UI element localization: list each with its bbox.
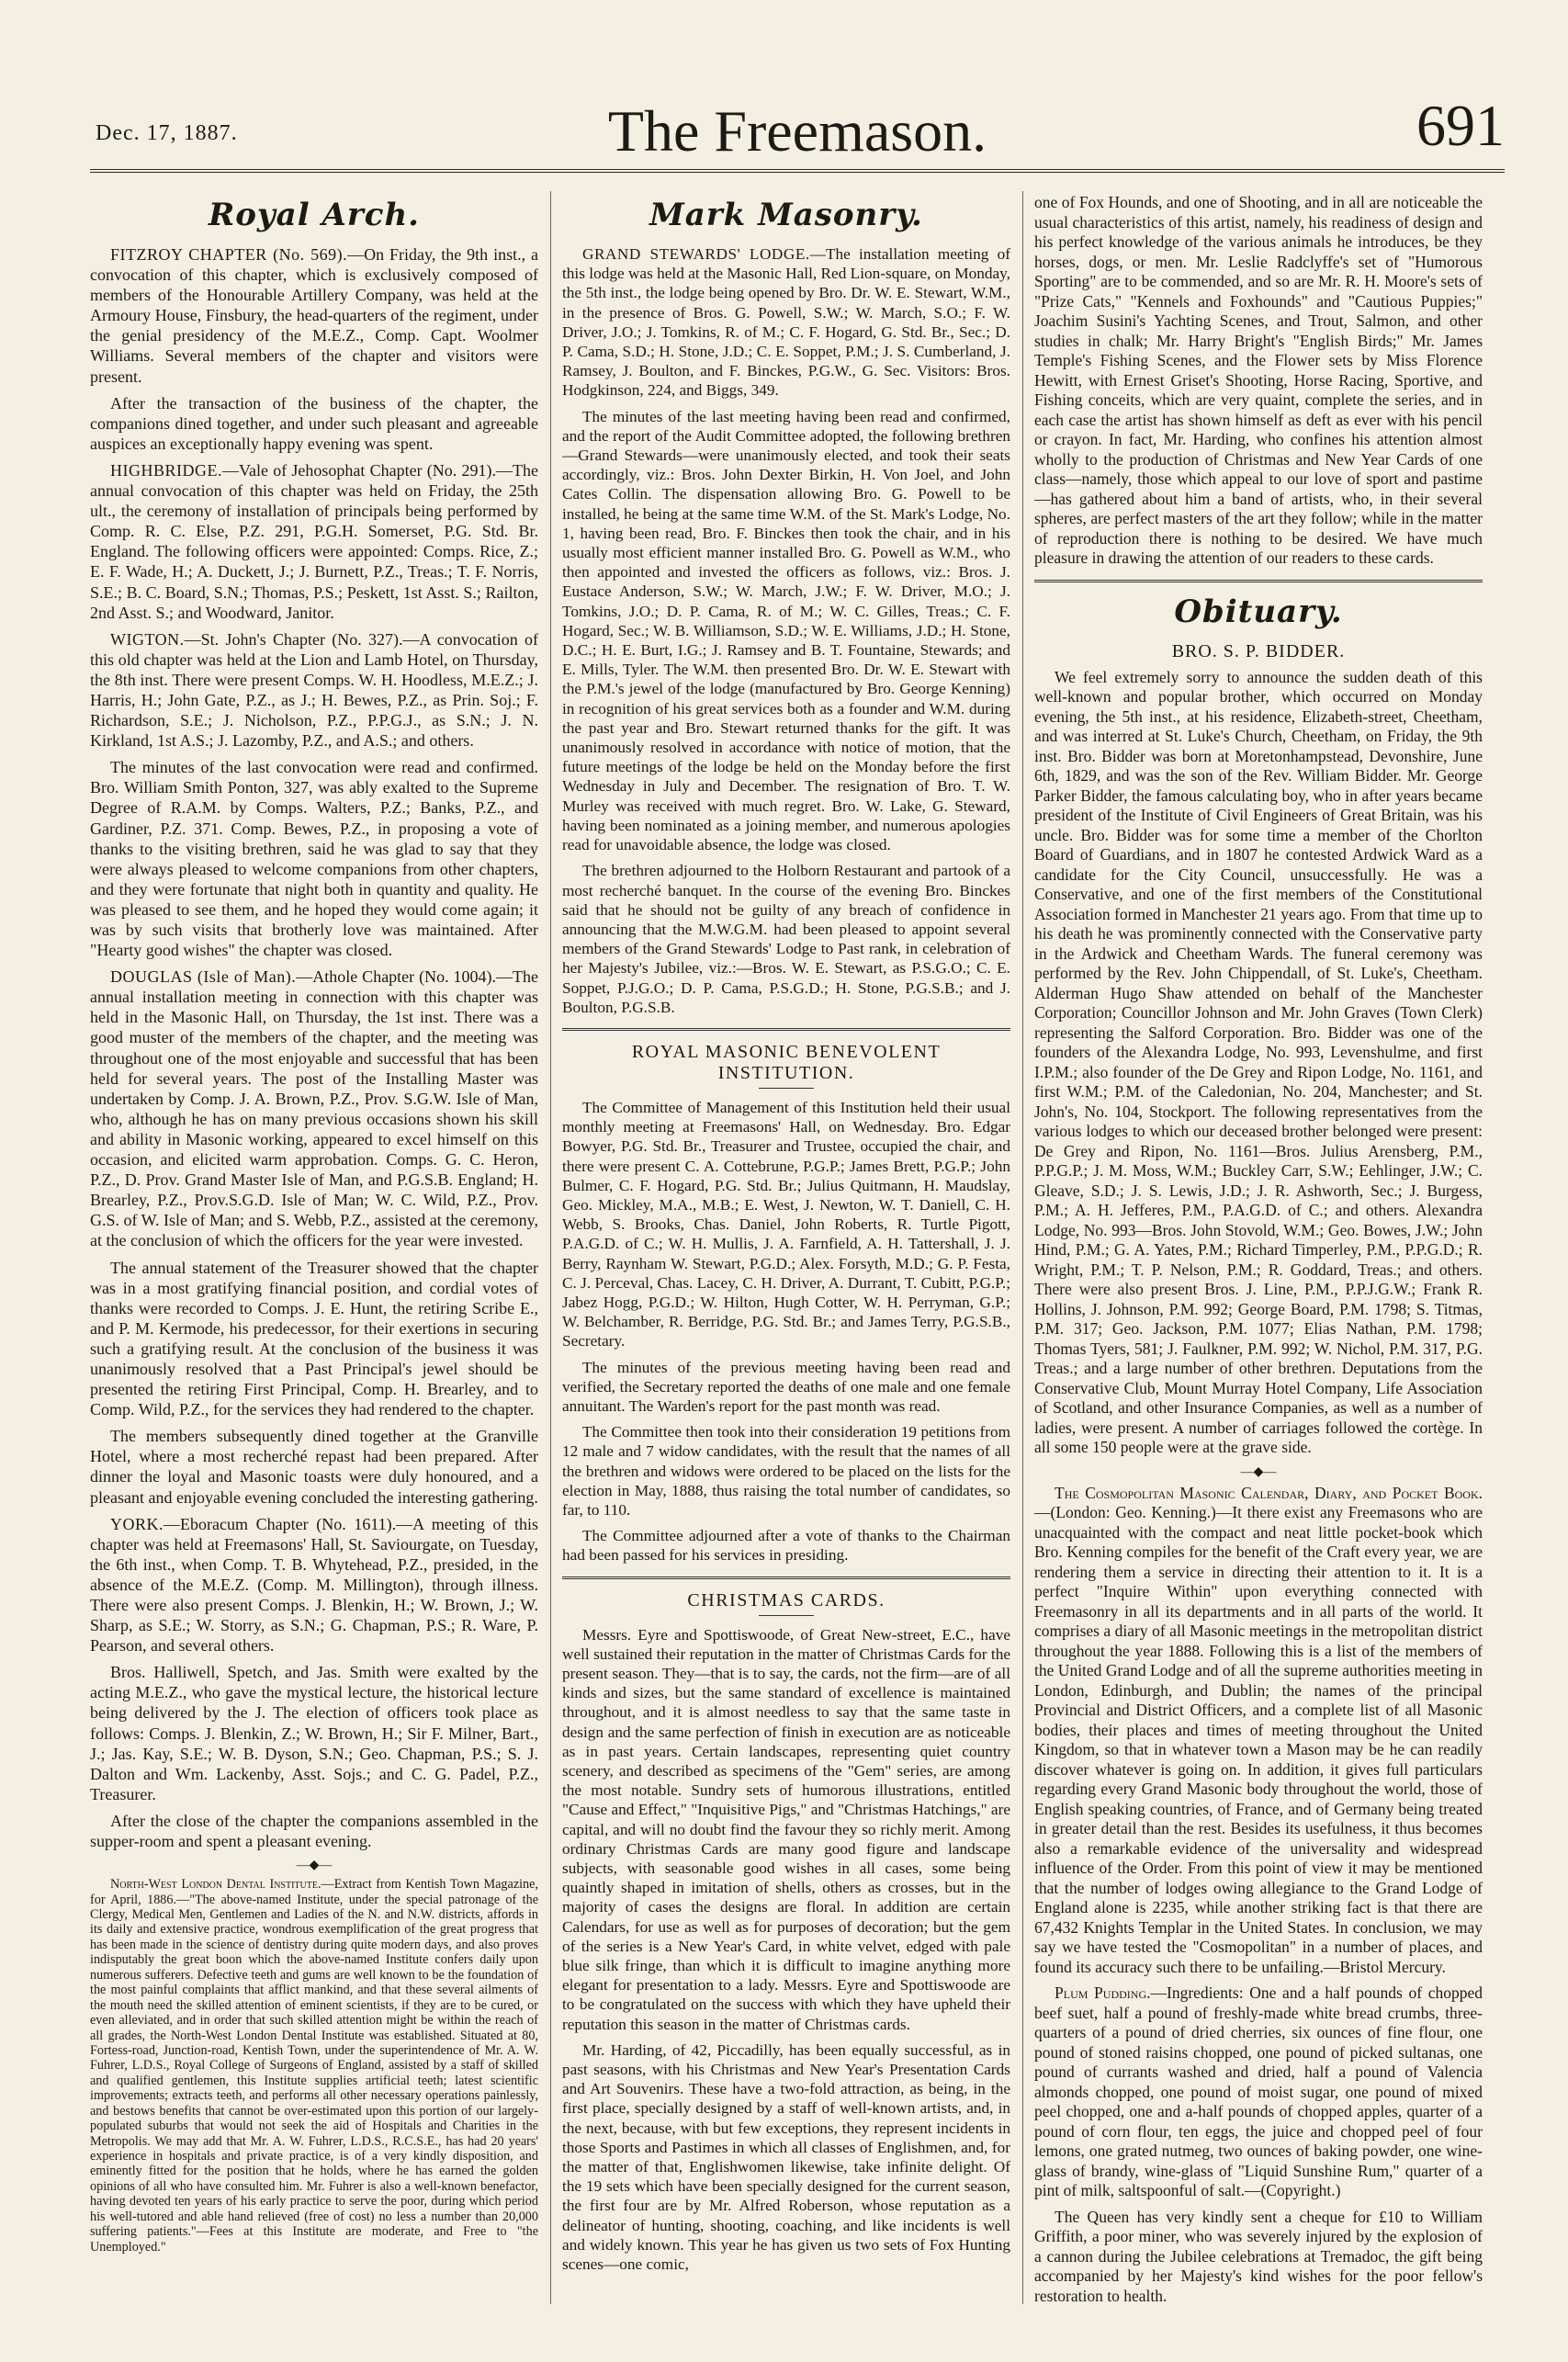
section-rule [562, 1577, 1010, 1579]
plum-pudding-paragraph [1034, 1983, 1483, 2201]
douglas-paragraph-3: The members subsequently dined together at the Granville Hotel, where a most recherché repast had been prepared. After dinner the loyal and Masonic toasts were duly honoured, and a pleasant and enjoyable evening concluded the interesting gathering. [90, 1427, 538, 1507]
royal-arch-heading: Royal Arch. [208, 197, 421, 233]
obituary-subheading: BRO. S. P. BIDDER. [1171, 640, 1346, 661]
plum-pudding-text: —Ingredients: One and a half pounds of chopped beef suet, half a pound of freshly-made white bread crumbs, three-quarters of a pound of dried cherries, six ounces of fine flour, one pound of stoned raisins chopped, one pound of picked sultanas, one pound of currants washed and dried, half a pound of Valencia almonds chopped, one pound of moist sugar, one pound of mixed peel chopped, one and a-half pounds of chopped apples, quarter of a pound of corn flour, ten eggs, the juice and chopped peel of four lemons, one grated nutmeg, two ounces of baking powder, one wine-glass of brandy, wine-glass of "Liquid Sunshine Rum," quarter of a pint of milk, saltspoonful of salt.—(Copyright.) [1034, 1983, 1483, 2199]
wigton-lead: WIGTON. [110, 629, 185, 649]
section-divider: —◆— [1240, 1464, 1277, 1479]
wigton-text: —St. John's Chapter (No. 327).—A convocation of this old chapter was held at the Lion and Lamb Hotel, on Thursday, the 8th inst. There were present Comps. W. H. Hoodless, M.E.Z.; J. Harris, H.; John Gate, P.Z., as J.; H. Bewes, P.Z., as Prin. Soj.; F. Richardson, S.E.; J. Nicholson, P.Z., P.P.G.J., as S.N.; J. N. Kirkland, 1st A.S.; J. Lazomby, P.Z., and A.S.; and others. [90, 629, 538, 751]
grand-stewards-paragraph [562, 244, 1010, 401]
fitzroy-chapter-paragraph [90, 244, 538, 387]
highbridge-paragraph [90, 460, 538, 623]
christmas-cards-paragraph-2: Mr. Harding, of 42, Piccadilly, has been equally successful, as in past seasons, with his Christmas and New Year's Presentation Cards and Art Souvenirs. These have a two-fold attraction, as being, in the first place, specially designed by a staff of well-known artists, and, in the next, because, with but few exceptions, they represent incidents in those Sports and Pastimes in which all classes of Englishmen, and, for the matter of that, Englishwomen likewise, take infinite delight. Of the 19 sets which have been specially designed for the current season, the first four are by Mr. Alfred Roberson, whose reputation as a delineator of hunting, shooting, coaching, and like incidents is well and widely known. This year he has given us two sets of Fox Hunting scenes—one comic, [562, 2040, 1010, 2274]
masthead-rule [90, 169, 1505, 173]
section-rule [1034, 580, 1483, 582]
highbridge-lead: HIGHBRIDGE. [110, 460, 222, 480]
dental-institute-paragraph [90, 1877, 538, 2255]
douglas-paragraph [90, 966, 538, 1250]
section-divider: —◆— [296, 1859, 333, 1873]
christmas-cards-heading: CHRISTMAS CARDS. [687, 1589, 886, 1610]
mark-masonry-heading: Mark Masonry. [649, 197, 923, 233]
rmbi-paragraph-3: The Committee then took into their consideration 19 petitions from 12 male and 7 widow candidates, with the result that the names of all the brethren and widows were ordered to be placed on the lists for the election in May, 1888, thus raising the total number of candidates, so far, to 110. [562, 1423, 1010, 1519]
christmas-cards-continued: one of Fox Hounds, and one of Shooting, and in all are noticeable the usual characteristics of this artist, namely, his readiness of design and his perfect knowledge of the various animals he introduces, be they horses, dogs, or men. Mr. Leslie Radclyffe's set of "Humorous Sporting" are to be commended, and so are Mr. R. H. Moore's sets of "Prize Cats," "Kennels and Foxhounds" and "Cautious Puppies;" Joachim Susini's Yachting Scenes, and Trout, Salmon, and other studies in chalk; Mr. Harry Bright's "English Birds;" Mr. James Temple's Fishing Scenes, and the Flower sets by Miss Florence Hewitt, with Ernest Griset's Shooting, Horse Racing, Sportive, and Fishing conceits, which are very quaint, complete the series, and in each case the artist has shown himself as deft as ever with his pencil or crayon. In fact, Mr. Harding, who confines his attention almost wholly to the production of Christmas and New Year Cards of one class—namely, those which appeal to our love of sport and pastime—has gathered about him a band of artists, who, in their several spheres, are perfect masters of the art they follow; while in the matter of reproduction there is nothing to be desired. We have much pleasure in drawing the attention of our readers to these cards. [1034, 193, 1483, 567]
grand-stewards-paragraph-3: The brethren adjourned to the Holborn Restaurant and partook of a most recherché banquet. In the course of the evening Bro. Binckes said that he should not be guilty of any breach of confidence in announcing that the M.W.G.M. had been pleased to appoint several members of the Grand Stewards' Lodge to Past rank, in celebration of her Majesty's Jubilee, viz.:—Bros. W. E. Stewart, as P.S.G.O.; C. E. Soppet, P.J.G.O.; D. P. Cama, P.S.G.D.; H. Stone, P.G.S.B.; and J. Boulton, P.G.S.B. [562, 862, 1010, 1016]
dental-institute-text: —Extract from Kentish Town Magazine, for April, 1886.—"The above-named Institute, under the special patronage of the Clergy, Medical Men, Gentlemen and Ladies of the N. and N.W. districts, affords in its daily and extensive practice, wondrous exemplification of the great progress that has been made in the science of dentistry during quite modern days, and also proves indisputably the great boon which the above-named Institute confers daily upon numerous sufferers. Defective teeth and gums are well known to be the foundation of the most painful complaints that afflict mankind, and that these several ailments of the mouth need the skilled attention of eminent scientists, if they are to be cured, or even alleviated, and in order that such skilled attention might be within the reach of all grades, the North-West London Dental Institute was established. Situated at 80, Fortess-road, Junction-road, Kentish Town, under the superintendence of Mr. A. W. Fuhrer, L.D.S., Royal College of Surgeons of England, assisted by a staff of skilled and qualified gentlemen, this Institute supplies artificial teeth; latest scientific improvements; extracts teeth, and performs all other necessary operations painlessly, and bestows benefits that cannot be over-estimated upon this portion of our largely-populated suburbs that would not seek the aid of Hospitals and Charities in the Metropolis. We may add that Mr. A. W. Fuhrer, L.D.S., R.C.S.E., has had 20 years' experience in hospitals and private practice, is of a very kindly disposition, and eminently fitted for the position that he holds, where he has earned the golden opinions of all who have consulted him. Mr. Fuhrer is also a well-known benefactor, having devoted ten years of his early practice to serve the poor, during which period his well-tutored and able hand relieved (free of cost) no less a number than 20,000 suffering patients."—Fees at this Institute are moderate, and Free to "the Unemployed." [90, 1877, 538, 2255]
rmbi-heading: ROYAL MASONIC BENEVOLENT INSTITUTION. [631, 1041, 942, 1083]
short-rule [759, 1088, 814, 1089]
newspaper-title: The Freemason. [607, 98, 987, 164]
christmas-cards-paragraph: Messrs. Eyre and Spottiswoode, of Great New-street, E.C., have well sustained their reputation in the matter of Christmas Cards for the present season. They—that is to say, the cards, not the firm—are of all kinds and sizes, but the same standard of excellence is maintained throughout, and it is almost needless to say that the same taste in design and the same perfection of finish in execution are as noticeable as in past years. Certain landscapes, representing quiet country scenery, and described as specimens of the "Gem" series, are among the most notable. Sundry sets of humorous illustrations, entitled "Cause and Effect," "Inquisitive Pigs," and "Christmas Hatchings," are capital, and will no doubt find the favour they so richly merit. Among ordinary Christmas Cards are many good figure and landscape subjects, with seasonable good wishes in all cases, some being quaintly shaped in imitation of shells, others as crosses, but in the majority of cases the designs are floral. In addition are certain Calendars, for use as well as for purposes of decoration; but the gem of the series is a New Year's Card, in white velvet, edged with pale blue silk fringe, than which it is difficult to imagine anything more elegant for presentation to a lady. Messrs. Eyre and Spottiswoode are to be congratulated on the success with which they have upheld their reputation this season in the matter of Christmas cards. [562, 1625, 1010, 2033]
calendar-lead: The Cosmopolitan Masonic Calendar, Diary, and Pocket Book. [1055, 1483, 1483, 1502]
fitzroy-chapter-paragraph-2: After the transaction of the business of the chapter, the companions dined together, and under such pleasant and agreeable auspices an exceptionally happy evening was spent. [90, 393, 538, 453]
column-rule [550, 191, 551, 2304]
obituary-heading: Obituary. [1174, 593, 1343, 630]
fitzroy-chapter-text: —On Friday, the 9th inst., a convocation of this chapter, which is exclusively composed of members of the Honourable Artillery Company, was held at the Armoury House, Finsbury, the head-quarters of the regiment, under the genial presidency of the M.E.Z., Comp. Capt. Woolmer Williams. Several members of the chapter and visitors were present. [90, 245, 538, 386]
grand-stewards-text: —The installation meeting of this lodge was held at the Masonic Hall, Red Lion-square, on Monday, the 5th inst., the lodge being opened by Bro. Dr. W. E. Stewart, W.M., in the presence of Bros. G. Powell, S.W.; W. March, S.O.; F. W. Driver, J.O.; J. Tomkins, R. of M.; C. F. Hogard, G. Std. Br., Sec.; D. P. Cama, S.D.; H. Stone, J.D.; C. E. Soppet, P.M.; J. S. Cumberland, J. Ramsey, J. Boulton, and F. Binckes, P.G.W., G. Sec. Visitors: Bros. Hodgkinson, 224, and Biggs, 349. [562, 245, 1010, 400]
column-3 [1034, 193, 1483, 2334]
wigton-paragraph [90, 629, 538, 752]
york-paragraph-3: After the close of the chapter the companions assembled in the supper-room and spent a pleasant evening. [90, 1811, 538, 1851]
column-rule [1022, 191, 1023, 2304]
calendar-paragraph [1034, 1484, 1483, 1978]
obituary-paragraph: We feel extremely sorry to announce the sudden death of this well-known and popular brother, which occurred on Monday evening, the 5th inst., at his residence, Elizabeth-street, Cheetham, and was interred at St. Luke's Church, Cheetham, on Friday, the 9th inst. Bro. Bidder was born at Moretonhampstead, Devonshire, June 6th, 1829, and was the son of the Rev. William Bidder. Mr. George Parker Bidder, the famous calculating boy, who in after years became president of the Institute of Civil Engineers of Great Britain, was his uncle. Bro. Bidder was for some time a member of the Chorlton Board of Guardians, and in 1807 he contested Ardwick Ward as a candidate for the City Council, unsuccessfully. He was a Conservative, and one of the first members of the Constitutional Association formed in Manchester 21 years ago. From that time up to his death he was prominently connected with the Conservative party in the Ardwick and Cheetham Wards. The funeral ceremony was performed by the Rev. John Chippendall, of St. Luke's, Cheetham. Alderman Hugo Shaw attended on behalf of the Manchester Corporation; Councillor Johnson and Mr. John Graves (Town Clerk) representing the Salford Corporation. Bro. Bidder was one of the founders of the Alexandra Lodge, No. 993, Levenshulme, and first I.P.M.; also founder of the De Grey and Ripon Lodge, No. 1161, and first W.M.; P.M. of the Caledonian, No. 204, Manchester; and St. John's, No. 104, Stockport. The following representatives from the various lodges to which our deceased brother belonged were present: De Grey and Ripon, No. 1161—Bros. Julius Arensberg, P.M., P.P.G.P.; J. M. Moss, W.M.; Buckley Carr, S.W.; Eehlinger, J.W.; C. Gleave, S.D.; J. S. Lewis, J.D.; J. R. Ashworth, Sec.; J. Burgess, P.M.; A. H. Jefferes, P.M., P.A.G.D. of C.; and others. Alexandra Lodge, No. 993—Bros. John Stovold, W.M.; Geo. Bowes, J.W.; John Hind, P.M.; G. A. Yates, P.M.; Richard Timperley, P.M., P.P.G.D.; R. Wright, P.M.; T. P. Nelson, P.M.; R. Goddard, Treas.; and others. There were also present Bros. J. Line, P.M., P.P.J.G.W.; Frank R. Hollins, J. Johnson, P.M. 992; George Board, P.M. 1798; S. Titmas, P.M. 317; Geo. Jackson, P.M. 1077; Elias Nathan, P.M. 1798; Thomas Tyers, 581; J. Faulkner, P.M. 992; W. Nichol, P.M. 317, P.G. Treas.; and a large number of other brethren. Deputations from the Conservative Club, Mount Murray Hotel Company, Life Association of Scotland, and other Insurance Companies, as well as a number of ladies, were present. A number of carriages followed the cortège. In all some 150 people were at the grave side. [1034, 667, 1483, 1456]
rmbi-paragraph-2: The minutes of the previous meeting having been read and verified, the Secretary reported the deaths of one male and one female annuitant. The Warden's report for the past month was read. [562, 1358, 1010, 1415]
short-rule [759, 1615, 814, 1616]
page-number: 691 [1416, 93, 1505, 158]
wigton-paragraph-2: The minutes of the last convocation were read and confirmed. Bro. William Smith Ponton, 327, was ably exalted to the Supreme Degree of R.A.M. by Comps. Walters, P.Z.; Banks, P.Z., and Gardiner, P.Z. 371. Comp. Bewes, P.Z., in proposing a vote of thanks to the visiting brethren, said he was glad to say that they were always pleased to welcome companions from other chapters, and they were fortunate that night both in quantity and quality. He was pleased to see them, and he hoped they would come again; it was by such visits that brotherly love was maintained. After "Hearty good wishes" the chapter was closed. [90, 758, 538, 960]
rmbi-paragraph-4: The Committee adjourned after a vote of thanks to the Chairman had been passed for his services in presiding. [562, 1527, 1010, 1565]
york-text: —Eboracum Chapter (No. 1611).—A meeting of this chapter was held at Freemasons' Hall, St. Saviourgate, on Tuesday, the 6th inst., when Comp. T. B. Whytehead, P.Z., presided, in the absence of the M.E.Z. (Comp. M. Millington), through illness. There were also present Comps. J. Blenkin, H.; W. Brown, J.; W. Sharp, as S.E.; W. Storry, as S.N.; G. Chapman, P.S.; R. Ware, P. Pearson, and several others. [90, 1514, 538, 1656]
douglas-lead: DOUGLAS (Isle of Man). [110, 967, 297, 987]
york-lead: YORK. [110, 1514, 164, 1533]
newspaper-page [90, 37, 1505, 2334]
grand-stewards-lead: GRAND STEWARDS' LODGE. [582, 245, 810, 263]
calendar-text: —(London: Geo. Kenning.)—It there exist any Freemasons who are unacquainted with the compact and neat little pocket-book which Bro. Kenning compiles for the benefit of the Craft every year, we are rendering them a service in directing their attention to it. It is a perfect "Inquire Within" upon everything connected with Freemasonry in all its departments and in all parts of the world. It comprises a diary of all Masonic meetings in the metropolitan district throughout the year 1888. Following this is a list of the members of the United Grand Lodge and of all the supreme authorities meeting in London, Edinburgh, and Dublin; the names of the principal Provincial and District Officers, and a complete list of all Masonic bodies, their places and times of meeting throughout the United Kingdom, so that in whatever town a Mason may be he can readily discover whatever is going on. In addition, it gives full particulars regarding every Grand Masonic body throughout the world, those of English speaking countries, of France, and of Germany being treated in greater detail than the rest. Besides its usefulness, it thus becomes also a remarkable evidence of the universality and widespread influence of the Order. From this point of view it may be mentioned that the number of lodges owing allegiance to the Grand Lodge of England alone is 2235, while another striking fact is that there are 67,432 Knights Templar in the United States. In conclusion, we may say we have tested the "Cosmopolitan" in a number of places, and found its accuracy such there to be unfailing.—Bristol Mercury. [1034, 1503, 1483, 1976]
douglas-text: —Athole Chapter (No. 1004).—The annual installation meeting in connection with this chapter was held in the Masonic Hall, on Thursday, the 1st inst. There was a good muster of the members of the chapter, and the meeting was throughout one of the most enjoyable and successful that has been held for several years. The post of the Installing Master was undertaken by Comp. J. A. Brown, P.Z., Prov. S.G.W. Isle of Man, who, although he has on many previous occasions shown his skill and ability in Masonic working, appeared to excel himself on this occasion, and elicited warm approbation. Comps. G. C. Heron, P.Z., D. Prov. Grand Master Isle of Man, and P.G.S.B. England; H. Brearley, P.Z., Prov.S.G.D. Isle of Man; W. C. Wild, P.Z., Prov. G.S. of W. Isle of Man; and S. Webb, P.Z., assisted at the ceremony, at the conclusion of which the officers for the year were invested. [90, 967, 538, 1250]
plum-pudding-lead: Plum Pudding. [1055, 1983, 1151, 2002]
queen-note-paragraph: The Queen has very kindly sent a cheque for £10 to William Griffith, a poor miner, who was severely injured by the explosion of a cannon during the Jubilee celebrations at Tremadoc, the gift being accompanied by her Majesty's kind wishes for the poor fellow's restoration to health. [1034, 2207, 1483, 2305]
grand-stewards-paragraph-2: The minutes of the last meeting having been read and confirmed, and the report of the Audit Committee adopted, the following brethren—Grand Stewards—were unanimously elected, and took their seats accordingly, viz.: Bros. John Dexter Birkin, H. Von Joel, and John Cates Collin. The dispensation allowing Bro. G. Powell to be installed, he being at the same time W.M. of the St. Mark's Lodge, No. 1, having been read, Bro. F. Binckes then took the chair, and in his usually most efficient manner installed Bro. G. Powell as W.M., who then appointed and invested the officers as follows, viz.: Bros. J. Eustace Anderson, S.W.; W. March, J.W.; F. W. Driver, M.O.; J. Tomkins, J.O.; D. P. Cama, R. of M.; W. C. Gilles, Treas.; C. F. Hogard, Sec.; W. B. Williamson, S.D.; W. E. Williams, J.D.; H. Stone, D.C.; H. E. Burt, I.G.; J. Ramsey and B. T. Fountaine, Stewards; and E. Mills, Tyler. The W.M. then presented Bro. Dr. W. E. Stewart with the P.M.'s jewel of the lodge (manufactured by Bro. George Kenning) in recognition of his great services both as a founder and W.M. during the past year and Bro. Stewart returned thanks for the gift. It was unanimously resolved in accordance with notice of motion, that the future meetings of the lodge be held on the Monday before the first Wednesday in July and December. The resignation of Bro. T. W. Murley was received with much regret. Bro. W. Lake, G. Steward, having been nominated as a joining member, and numerous apologies read for unavoidable absence, the lodge was closed. [562, 407, 1010, 854]
issue-date: Dec. 17, 1887. [96, 121, 238, 145]
dental-institute-lead: North-West London Dental Institute. [110, 1877, 321, 1893]
rmbi-paragraph: The Committee of Management of this Institution held their usual monthly meeting at Freemasons' Hall, on Wednesday. Bro. Edgar Bowyer, P.G. Std. Br., Treasurer and Trustee, occupied the chair, and there were present C. A. Cottebrune, P.G.P.; James Brett, P.G.P.; John Bulmer, C. F. Hogard, P.G. Std. Br.; Julius Quitmann, H. Maudslay, Geo. Mickley, M.A., M.B.; E. West, J. Newton, W. T. Daniell, C. H. Webb, S. Brooks, Chas. Daniel, John Roberts, R. Turtle Pigott, P.A.G.D. of C.; W. H. Mullis, J. A. Farnfield, A. H. Tattershall, J. J. Berry, Raynham W. Stewart, P.G.D.; Alex. Forsyth, M.D.; G. P. Festa, C. J. Perceval, Chas. Lacey, C. H. Driver, A. Durrant, T. Cubitt, P.G.P.; Jabez Hogg, P.G.D.; W. Hilton, Hugh Cotter, W. H. Perryman, G.P.; W. Belchamber, R. Berridge, P.G. Std. Br.; and James Terry, P.G.S.B., Secretary. [562, 1098, 1010, 1351]
column-1 [90, 193, 538, 2334]
column-2 [562, 193, 1010, 2334]
section-rule [562, 1028, 1010, 1031]
york-paragraph-2: Bros. Halliwell, Spetch, and Jas. Smith were exalted by the acting M.E.Z., who gave the mystical lecture, the historical lecture being delivered by the J. The election of officers took place as follows: Comps. J. Blenkin, Z.; W. Brown, H.; Sir F. Milner, Bart., J.; Jas. Kay, S.E.; W. B. Dyson, S.N.; Geo. Chapman, P.S.; S. J. Dalton and Wm. Lackenby, Asst. Sojs.; and C. G. Padel, P.Z., Treasurer. [90, 1663, 538, 1803]
york-paragraph [90, 1514, 538, 1656]
douglas-paragraph-2: The annual statement of the Treasurer showed that the chapter was in a most gratifying financial position, and cordial votes of thanks were recorded to Comps. J. E. Hunt, the retiring Scribe E., and P. M. Kermode, his predecessor, for their exertions in securing such a gratifying result. At the conclusion of the business it was unanimously resolved that a Past Principal's jewel should be presented the retiring First Principal, Comp. H. Brearley, and to Comp. Wild, P.Z., for the services they had rendered to the chapter. [90, 1258, 538, 1419]
fitzroy-chapter-lead: FITZROY CHAPTER (No. 569). [110, 245, 348, 264]
highbridge-text: —Vale of Jehosophat Chapter (No. 291).—The annual convocation of this chapter was held on Friday, the 25th ult., the ceremony of installation of principals being performed by Comp. R. C. Else, P.Z. 291, P.G.H. Somerset, P.G. Std. Br. England. The following officers were appointed: Comps. Rice, Z.; E. F. Wade, H.; A. Duckett, J.; J. Burnett, P.Z., Treas.; T. F. Norris, S.E.; B. C. Board, S.N.; Thomas, P.S.; Peskett, 1st Asst. S.; Railton, 2nd Asst. S.; and Woodward, Janitor. [90, 460, 538, 622]
masthead [90, 37, 1505, 165]
